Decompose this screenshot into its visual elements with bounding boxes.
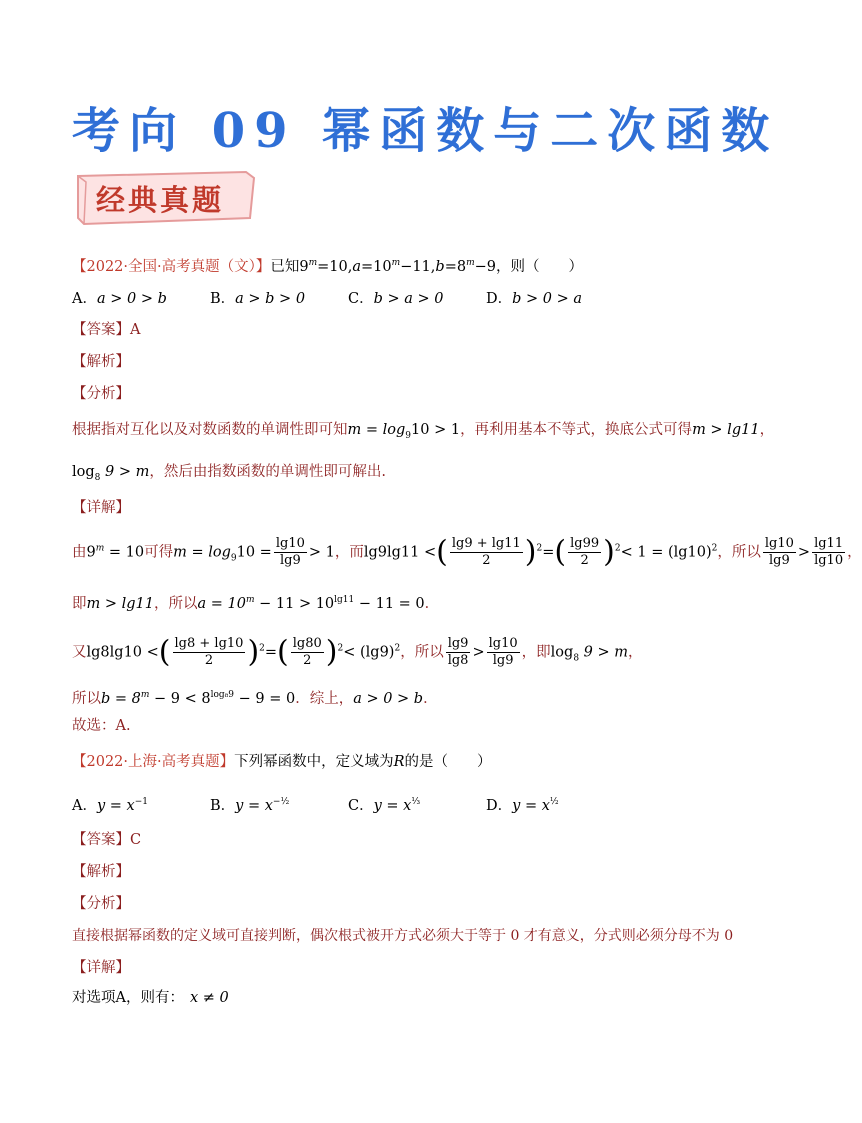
q1-detail-line3: 又lg8lg10 <( $\frac{\lg 8 + \lg 10}{2}$ )$^2$=( $\frac{\lg 80}{2}$ )$^2< (\lg 9)^2$，所以 $\frac{\lg 9}{\lg 8}$ > $\frac{\lg 10}{\lg 9}$ ，即$\log_8 9 > m$， [72,634,643,670]
banner-label: 经典真题 [96,183,225,217]
q1-option-c: C．b > a > 0 [348,291,444,307]
q1-stem: 【2022·全国·高考真题（文）】已知$9^m=10,a=10^m-11,b=8^m-9$，则（ ） [72,258,583,275]
q1-detail-line2: 即m > lg11，所以$a = 10^m - 11 > 10^{lg11} - 11 = 0$． [72,595,440,612]
q1-xiangjie-label: 【详解】 [72,500,130,516]
q2-stem: 【2022·上海·高考真题】下列幂函数中，定义域为R的是（ ） [72,754,492,770]
q2-option-a: A．$y = x^{-1}$ [72,797,149,814]
page-title: 考向 09 幂函数与二次函数 [72,103,779,159]
q2-option-d: D．$y = x^{\frac{1}{2}}$ [486,797,559,814]
q2-option-c: C．$y = x^{\frac{1}{3}}$ [348,797,421,814]
q1-option-b: B．a > b > 0 [210,291,306,307]
q2-xiangjie-label: 【详解】 [72,960,130,976]
q2-analysis: 直接根据幂函数的定义域可直接判断，偶次根式被开方式必须大于等于 0 才有意义，分式则必须分母不为 0 [72,928,734,944]
q1-source: 【2022·全国·高考真题（文）】 [72,258,271,275]
q1-detail-line4: 所以$b = 8^m - 9 < 8^{log_89} - 9 = 0$．综上，a > 0 > b． [72,690,438,707]
q1-analysis-line2: $\log_8 9 > m$，然后由指数函数的单调性即可解出. [72,464,386,483]
q2-option-b: B．$y = x^{-\frac{1}{2}}$ [210,797,290,814]
q1-analysis-line1: 根据指对互化以及对数函数的单调性即可知$m = \log_910 > 1$，再利用基本不等式，换底公式可得m > lg11， [72,422,775,441]
q1-jiexi-label: 【解析】 [72,354,130,370]
q1-detail-line1: 由$9^m = 10$可得$m = \log_910$ = $\frac{\lg 10}{\lg 9}$ > 1，而lg9lg11 <( $\frac{\lg 9 + \lg 11}{2}$ )$^2$=( $\frac{\lg 99}{2}$ )$^2< 1 = (\lg 10)^2$，所以 $\frac{\lg 10}{\lg 9}$ > $\frac{\lg 11}{\lg 10}$ ， [72,534,862,570]
q1-option-d: D．b > 0 > a [486,291,583,307]
q1-option-a: A．a > 0 > b [72,291,167,307]
q2-fenxi-label: 【分析】 [72,896,130,912]
q1-fenxi-label: 【分析】 [72,386,130,402]
q2-source: 【2022·上海·高考真题】 [72,754,235,770]
q1-choice: 故选：A. [72,718,131,734]
q2-detail: 对选项A，则有： x ≠ 0 [72,990,229,1006]
q1-answer: 【答案】A [72,322,141,338]
q2-answer: 【答案】C [72,832,142,848]
q2-jiexi-label: 【解析】 [72,864,130,880]
